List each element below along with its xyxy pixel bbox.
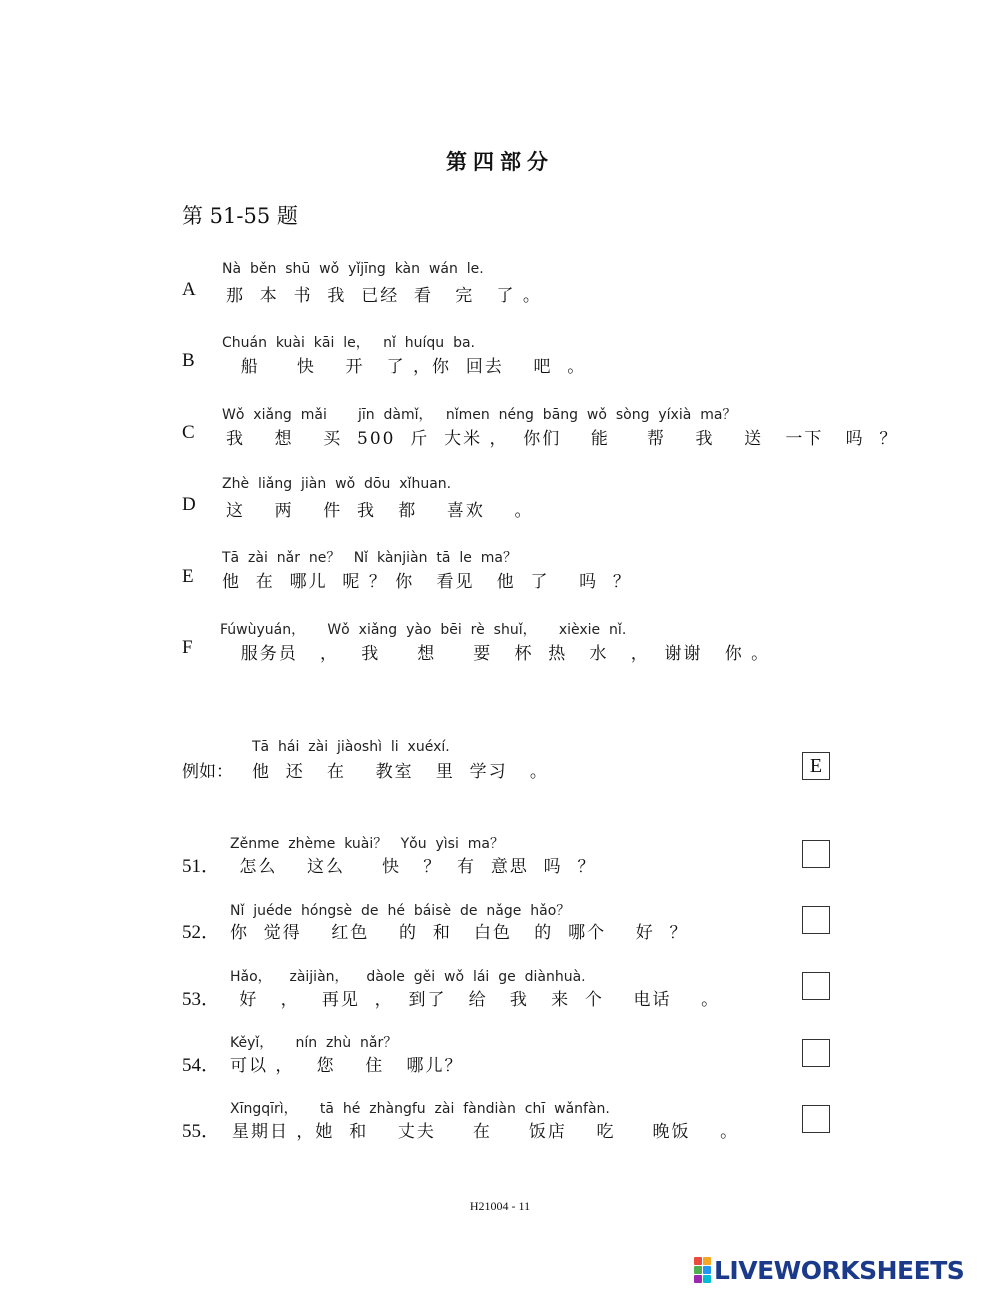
question-hanzi: 星期日 ，她 和 丈夫 在 饭店 吃 晚饭 。 xyxy=(232,1122,740,1142)
answer-box-53[interactable] xyxy=(802,972,830,1000)
liveworksheets-logo-icon xyxy=(694,1257,711,1283)
question-pinyin: Kěyǐ， nín zhù nǎr？ xyxy=(230,1035,398,1051)
example-hanzi: 他 还 在 教室 里 学习 。 xyxy=(252,762,549,782)
question-hanzi: 怎么 这么 快 ？ 有 意思 吗 ？ xyxy=(232,857,597,877)
option-hanzi: 我 想 买 500 斤 大米 ， 你们 能 帮 我 送 一下 吗 ？ xyxy=(226,429,899,449)
question-pinyin: Nǐ juéde hóngsè de hé báisè de nǎge hǎo？ xyxy=(230,903,571,919)
option-label: F xyxy=(182,637,193,658)
question-hanzi: 可以 ， 您 住 哪儿？ xyxy=(230,1056,464,1076)
example-answer-box: E xyxy=(802,752,830,780)
brand-name: LIVEWORKSHEETS xyxy=(714,1255,965,1285)
option-pinyin: Fúwùyuán， Wǒ xiǎng yào bēi rè shuǐ， xièxie nǐ. xyxy=(220,622,627,638)
option-pinyin: Nà běn shū wǒ yǐjīng kàn wán le. xyxy=(222,261,484,277)
option-hanzi: 他 在 哪儿 呢 ？ 你 看见 他 了 吗 ？ xyxy=(222,572,632,592)
answer-box-52[interactable] xyxy=(802,906,830,934)
option-pinyin: Chuán kuài kāi le， nǐ huíqu ba. xyxy=(222,335,475,351)
answer-box-55[interactable] xyxy=(802,1105,830,1133)
question-pinyin: Hǎo， zàijiàn， dàole gěi wǒ lái ge diànhuà. xyxy=(230,969,586,985)
question-number: 54． xyxy=(182,1055,221,1076)
option-label: D xyxy=(182,494,196,515)
question-pinyin: Xīngqīrì， tā hé zhàngfu zài fàndiàn chī wǎnfàn. xyxy=(230,1101,610,1117)
option-label: A xyxy=(182,279,196,300)
option-label: B xyxy=(182,350,195,371)
option-hanzi: 船 快 开 了 ，你 回去 吧 。 xyxy=(226,357,587,377)
question-pinyin: Zěnme zhème kuài？ Yǒu yìsi ma？ xyxy=(230,836,504,852)
brand-logo[interactable] xyxy=(694,1256,964,1284)
question-number: 52． xyxy=(182,922,221,943)
question-number: 51． xyxy=(182,856,221,877)
section-subtitle: 第 51-55 题 xyxy=(182,204,298,228)
option-hanzi: 服务员 ， 我 想 要 杯 热 水 ， 谢谢 你 。 xyxy=(226,644,771,664)
question-number: 55． xyxy=(182,1121,221,1142)
question-number: 53． xyxy=(182,989,221,1010)
option-pinyin: Wǒ xiǎng mǎi jīn dàmǐ， nǐmen néng bāng wǒ sòng yíxià ma？ xyxy=(222,407,737,423)
answer-box-54[interactable] xyxy=(802,1039,830,1067)
option-label: E xyxy=(182,566,194,587)
page-footer: H21004 - 11 xyxy=(469,1199,531,1213)
page-title: 第四部分 xyxy=(446,149,554,174)
option-label: C xyxy=(182,422,195,443)
option-pinyin: Zhè liǎng jiàn wǒ dōu xǐhuan. xyxy=(222,476,452,492)
answer-box-51[interactable] xyxy=(802,840,830,868)
example-label: 例如： xyxy=(182,762,233,782)
option-hanzi: 这 两 件 我 都 喜欢 。 xyxy=(226,501,534,521)
example-pinyin: Tā hái zài jiàoshì li xuéxí. xyxy=(252,739,450,755)
option-hanzi: 那 本 书 我 已经 看 完 了 。 xyxy=(226,286,542,306)
question-hanzi: 你 觉得 红色 的 和 白色 的 哪个 好 ？ xyxy=(230,923,689,943)
option-pinyin: Tā zài nǎr ne？ Nǐ kànjiàn tā le ma？ xyxy=(222,550,517,566)
question-hanzi: 好 ， 再见 ， 到了 给 我 来 个 电话 。 xyxy=(232,990,721,1010)
